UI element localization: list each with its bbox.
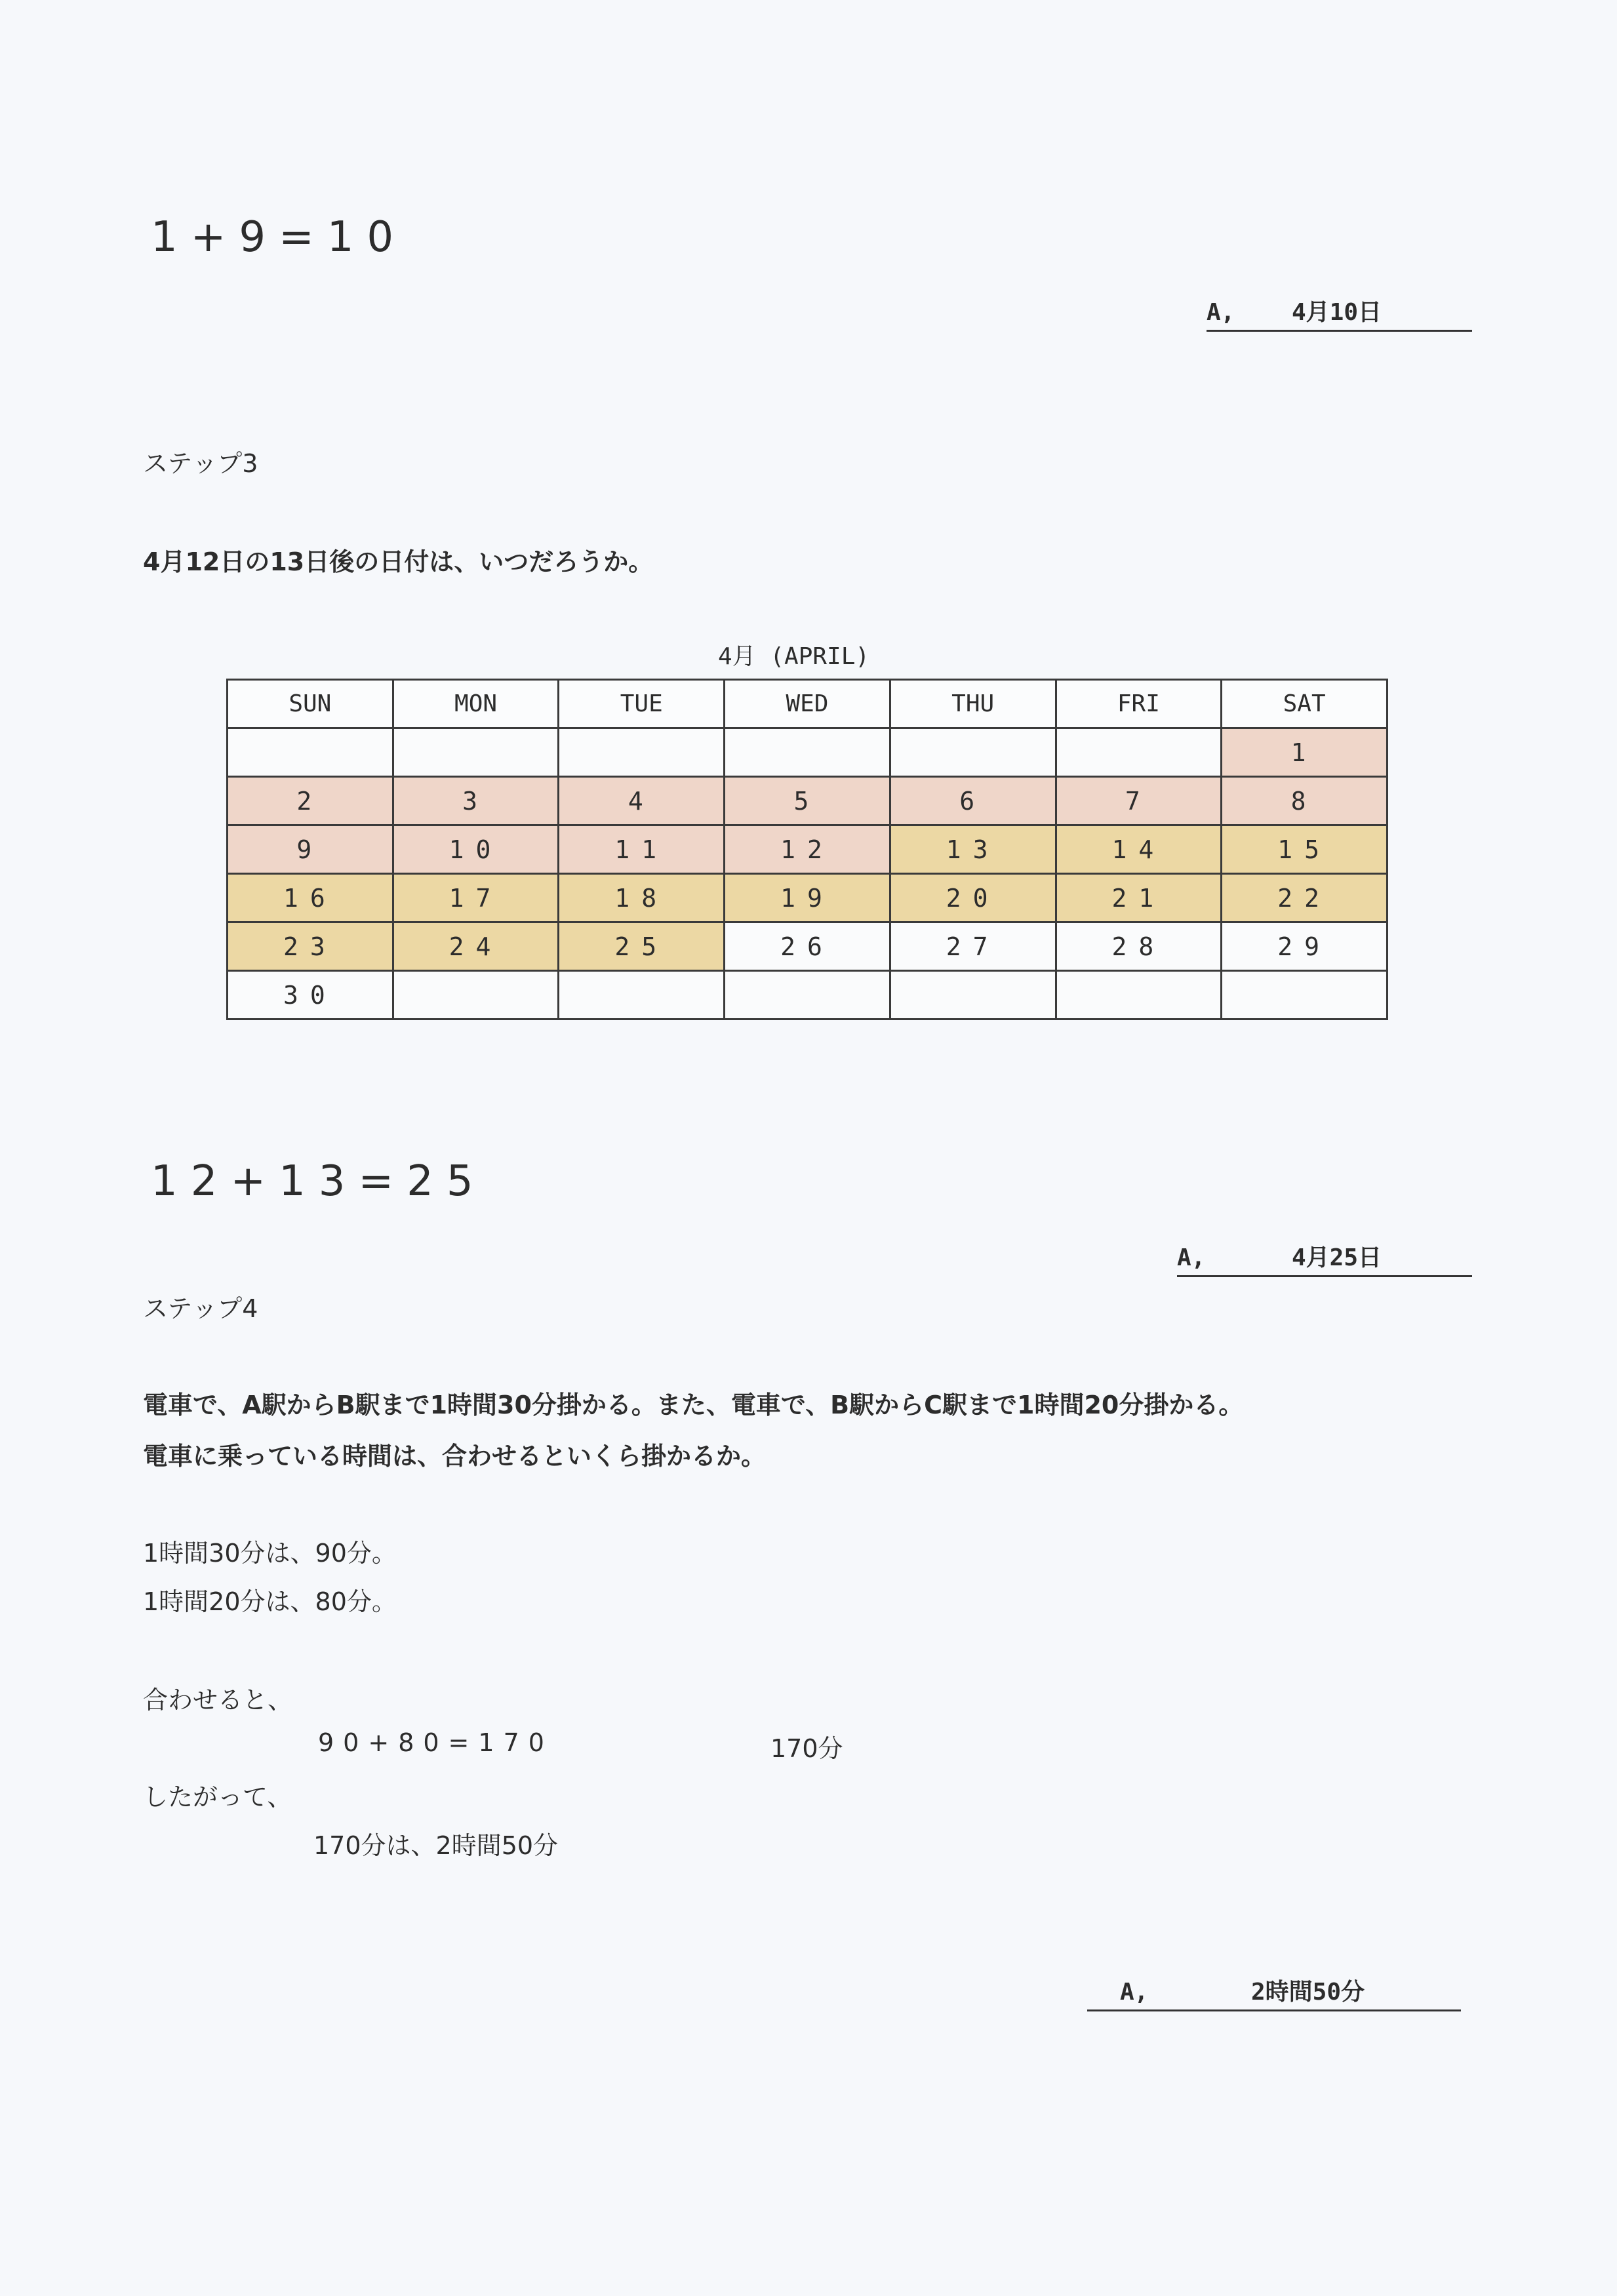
calendar-day: 26 [725, 922, 890, 971]
calendar-table [226, 679, 1388, 1020]
equation-step2: 1+9=10 [151, 213, 407, 262]
calendar-day: 8 [1222, 777, 1387, 825]
calendar-day [559, 728, 725, 777]
answer-step3 [1177, 1239, 1472, 1277]
answer-step4 [1087, 1973, 1461, 2011]
calendar-day: 15 [1222, 825, 1387, 874]
header-wed: WED [725, 680, 890, 728]
calendar-day: 22 [1222, 874, 1387, 922]
answer-step2 [1207, 294, 1472, 332]
sum-result: 170分 [770, 1734, 843, 1763]
step3-question: 4月12日の13日後の日付は、いつだろうか。 [143, 547, 654, 576]
work-line-2: 1時間20分は、80分。 [143, 1587, 397, 1616]
step3-title: ステップ3 [143, 449, 258, 478]
conversion-line: 170分は、2時間50分 [313, 1831, 559, 1860]
header-fri: FRI [1056, 680, 1222, 728]
work-line-1: 1時間30分は、90分。 [143, 1539, 397, 1568]
calendar-day [725, 971, 890, 1019]
calendar-day: 10 [393, 825, 559, 874]
calendar-day: 25 [559, 922, 725, 971]
header-thu: THU [890, 680, 1056, 728]
answer-value: 2時間50分 [1251, 1979, 1365, 2006]
answer-value: 4月25日 [1292, 1244, 1382, 1271]
calendar-day: 27 [890, 922, 1056, 971]
calendar-day: 12 [725, 825, 890, 874]
calendar-day [1056, 728, 1222, 777]
calendar-day: 4 [559, 777, 725, 825]
header-tue: TUE [559, 680, 725, 728]
calendar-day: 29 [1222, 922, 1387, 971]
therefore-label: したがって、 [143, 1783, 292, 1811]
calendar-day [559, 971, 725, 1019]
equation-step3: 12+13=25 [151, 1157, 487, 1206]
calendar-day: 24 [393, 922, 559, 971]
header-sun: SUN [228, 680, 393, 728]
calendar-week-1 [228, 728, 1387, 777]
calendar-day: 16 [228, 874, 393, 922]
calendar-day: 30 [228, 971, 393, 1019]
calendar-day: 19 [725, 874, 890, 922]
calendar-day [725, 728, 890, 777]
calendar-day: 6 [890, 777, 1056, 825]
calendar-day: 13 [890, 825, 1056, 874]
calendar-week-3 [228, 825, 1387, 874]
calendar-day: 5 [725, 777, 890, 825]
calendar-day: 2 [228, 777, 393, 825]
calendar-day: 7 [1056, 777, 1222, 825]
calendar-day [1222, 971, 1387, 1019]
combine-label: 合わせると、 [143, 1686, 293, 1714]
calendar-day [1056, 971, 1222, 1019]
calendar-day: 11 [559, 825, 725, 874]
sum-equation: 90+80=170 [318, 1728, 553, 1757]
calendar-day: 23 [228, 922, 393, 971]
calendar-day [393, 971, 559, 1019]
header-mon: MON [393, 680, 559, 728]
step4-title: ステップ4 [143, 1294, 258, 1323]
calendar-day: 3 [393, 777, 559, 825]
answer-value: 4月10日 [1292, 299, 1382, 326]
calendar-week-6 [228, 971, 1387, 1019]
calendar-day: 20 [890, 874, 1056, 922]
calendar-day: 21 [1056, 874, 1222, 922]
answer-label: A, [1207, 299, 1235, 326]
answer-label: A, [1177, 1244, 1206, 1271]
calendar-day [890, 971, 1056, 1019]
step4-question-line2: 電車に乗っている時間は、合わせるといくら掛かるか。 [143, 1442, 767, 1471]
calendar-day [890, 728, 1056, 777]
calendar-week-2 [228, 777, 1387, 825]
calendar-day [228, 728, 393, 777]
calendar-day: 18 [559, 874, 725, 922]
answer-label: A, [1120, 1979, 1149, 2006]
calendar-week-4 [228, 874, 1387, 922]
calendar-day: 9 [228, 825, 393, 874]
calendar-day: 1 [1222, 728, 1387, 777]
calendar-caption: 4月 (APRIL) [718, 643, 870, 670]
calendar-header-row [228, 680, 1387, 728]
step4-question-line1: 電車で、A駅からB駅まで1時間30分掛かる。また、電車で、B駅からC駅まで1時間20分掛かる。 [143, 1391, 1244, 1419]
calendar-week-5 [228, 922, 1387, 971]
calendar-day: 17 [393, 874, 559, 922]
calendar-day: 28 [1056, 922, 1222, 971]
calendar-day [393, 728, 559, 777]
calendar-day: 14 [1056, 825, 1222, 874]
header-sat: SAT [1222, 680, 1387, 728]
